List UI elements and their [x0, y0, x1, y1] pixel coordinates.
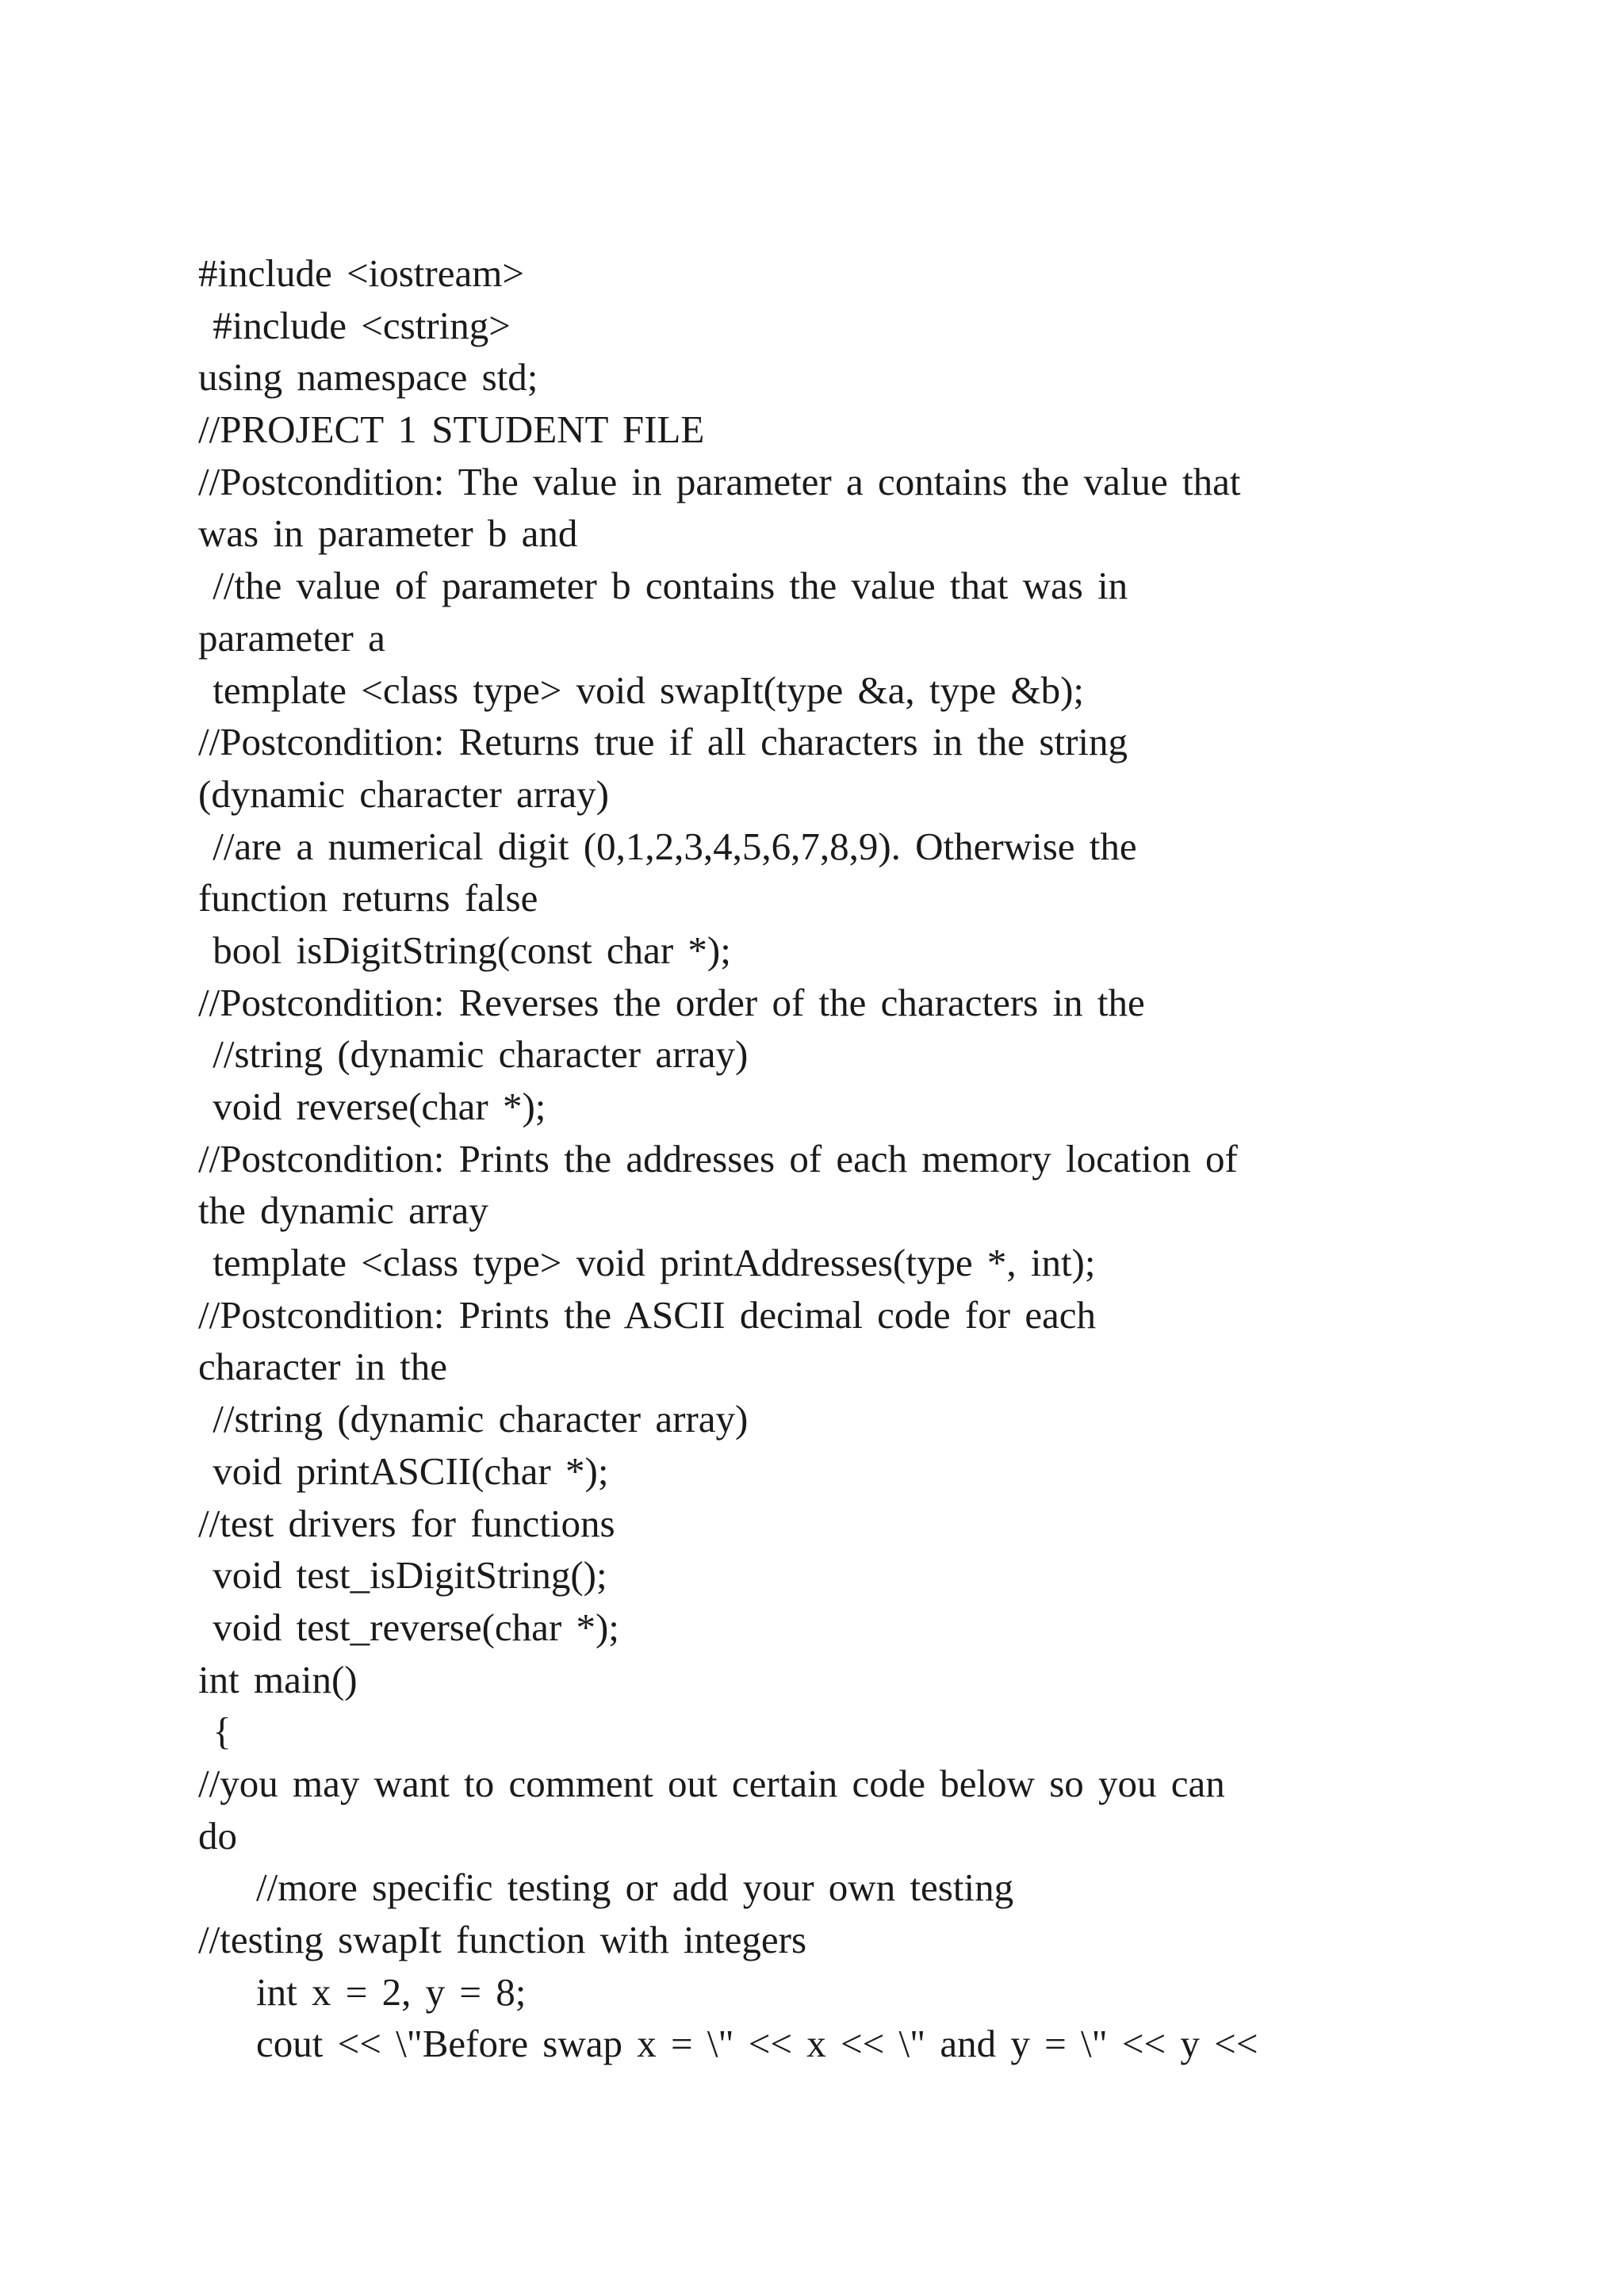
code-line: character in the — [198, 1345, 447, 1389]
code-line: //test drivers for functions — [198, 1501, 615, 1545]
code-line: int main() — [198, 1657, 358, 1701]
code-line: //PROJECT 1 STUDENT FILE — [198, 408, 705, 452]
code-line: //Postcondition: Prints the ASCII decimal code for each — [198, 1292, 1097, 1337]
code-listing — [198, 247, 1467, 2070]
code-line: was in parameter b and — [198, 511, 578, 556]
code-line: using namespace std; — [198, 355, 538, 400]
code-line: (dynamic character array) — [198, 771, 609, 816]
code-line: //are a numerical digit (0,1,2,3,4,5,6,7,8,9). Otherwise the — [198, 824, 1137, 868]
code-line: //the value of parameter b contains the value that was in — [198, 564, 1128, 608]
code-line: do — [198, 1813, 237, 1858]
code-line: //testing swapIt function with integers — [198, 1918, 807, 1961]
code-line: void test_isDigitString(); — [198, 1553, 607, 1598]
code-line: //Postcondition: Returns true if all characters in the string — [198, 720, 1128, 764]
code-line: bool isDigitString(const char *); — [198, 928, 731, 972]
code-line: //Postcondition: Reverses the order of the characters in the — [198, 980, 1145, 1024]
code-line: #include <cstring> — [198, 303, 511, 347]
code-line: //string (dynamic character array) — [198, 1397, 749, 1441]
code-line: cout << \"Before swap x = \" << x << \" and y = \" << y << — [198, 2022, 1258, 2066]
code-line: //more specific testing or add your own testing — [198, 1866, 1014, 1910]
code-line: function returns false — [198, 876, 538, 920]
code-line: parameter a — [198, 615, 385, 660]
code-line: void test_reverse(char *); — [198, 1605, 619, 1649]
code-line: //Postcondition: The value in parameter a contains the value that — [198, 459, 1241, 503]
code-line: //Postcondition: Prints the addresses of each memory location of — [198, 1136, 1238, 1181]
code-line: { — [198, 1709, 232, 1754]
code-line: template <class type> void printAddresses(type *, int); — [198, 1241, 1096, 1285]
code-line: //string (dynamic character array) — [198, 1032, 749, 1077]
code-line: void reverse(char *); — [198, 1085, 546, 1128]
code-line: int x = 2, y = 8; — [198, 1969, 527, 2014]
code-line: void printASCII(char *); — [198, 1448, 609, 1493]
code-line: //you may want to comment out certain code below so you can — [198, 1761, 1225, 1805]
code-line: the dynamic array — [198, 1188, 488, 1233]
code-line: #include <iostream> — [198, 251, 524, 295]
code-line: template <class type> void swapIt(type &a, type &b); — [198, 668, 1085, 712]
